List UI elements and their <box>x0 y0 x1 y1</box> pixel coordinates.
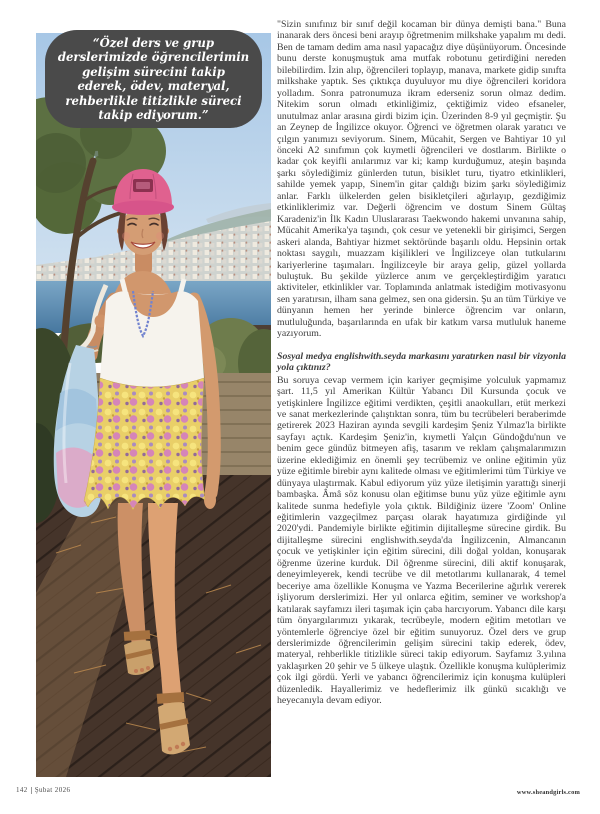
article-paragraph-1: "Sizin sınıfınız bir sınıf değil kocaman bir dünya demişti bana." Buna inanarak ders öncesi beni arayıp öğretmenim milkshake yapalım mı dedi. Ben de tamam dedim ama nasıl yapacağız diye düşünüyorum. Öncesinde bunu derste konuşmuştuk ama mutfak robotunu getirdiğini nereden bilebilirdim. İzin alıp, öğrencileri toplayıp, manava, markete gidip sınıfta milkshake yaptık. Ses çıktıkça duyuluyor mu diye öğrencileri koridora yolladım. Sonra patronumuza ikram ederseniz sorun olmaz dedim. Nitekim sorun olmadı etkinliğimiz, çektiğimiz video efsaneler, unutulmaz anlar arasına girdi bizim için. Üzerinden 8-9 yıl geçmiştir. Şu an Zeynep de İngilizce okuyor. Öğrenci ve öğretmen olarak yaratıcı ve çılgın yanımızı seviyorum. Sinem, Mücahit, Sergen ve Bahtiyar 10 yıl önceki A2 sınıfımın çok kıymetli öğrencileri ve dostlarım. Birlikte o kadar çok keyifli anılarımız var ki; kamp kurduğumuz, ateşin başında şarkı söylediğimiz günlerden tutun, bisiklet turu, tiyatro etkinlikleri, sahilde yemek yapıp, Sinem'in gitar çaldığı bizim şarkı söylediğimiz anlar. Farklı ülkelerden gelen bisikletçileri ağırlayıp, gezdiğimiz etkinliklerimiz var. Değerli öğrencim ve dostum Sinem Gültaş Karadeniz'in İlk Kadın Uluslararası Taekwondo hakemi unvanına sahip, Mücahit Amerika'ya taşındı, çok cesur ve yetenekli bir girişimci, Sergen askeri alanda, Bahtiyar hizmet sektöründe başarılı oldu. Hepsinin ortak noktası saygılı, muazzam kişilikleri ve İngilizceye olan tutkularını kariyerlerine taşımaları. İngilizceyle bir araya gelip, güzel yollarda buluştuk. Bu şekilde yüzlerce anım ve gerçekleştirdiğim yaratıcı aktiviteler, etkinlikler var. Toplamında anlatmak istediğim motivasyonu sen yaratırsın, ilham sana gelmez, sen ona gidersin. Şu an tüm Türkiye ve dünyanın hemen her yerinde binlerce öğrencim var onların, mutluluğunda, başarılarında en ufak bir katkım varsa mutluluk haneme yazıyorum. <box>277 19 566 340</box>
photo-woman-seaside <box>36 33 271 777</box>
footer-issue-date: Şubat 2026 <box>34 786 71 794</box>
footer-folio <box>16 786 70 794</box>
photo-illustration <box>36 33 271 777</box>
footer-divider <box>31 787 32 794</box>
floral-skirt <box>84 378 205 510</box>
article-paragraph-2: Bu soruya cevap vermem için kariyer geçmişime yolculuk yapmamız şart. 11,5 yıl Amerikan Kültür Yabancı Dil Kursunda çocuk ve yetişkinlere İngilizce eğitimi verdikten, çeşitli anaokulları, etüt merkezi ve sanat merkezlerinde çalıştıktan sonra, tüm bu tecrübeleri beraberimde getirerek 2023 Haziran ayında sevgili kardeşim Şeniz Yılmaz'la birlikte sayfayı açtık. Kardeşim Şeniz'in, kıymetli Yalçın Gündoğdu'nun ve benim gece gündüz bitmeyen afiş, tasarım ve reklam çalışmalarımızın üzerine eklediğimiz en önemli şey tecrübemiz ve online eğitimin yüz yüze eğitimle birebir aynı kalitede olması ve eğitimlerimi tüm Türkiye ve dünyaya ulaştırmak. Kabul ediyorum yüz yüze iletişimin yarattığı sinerji bambaşka. Âmâ söz konusu olan eğitimse bunu yüz yüze eğitimle aynı kalitede sunma hedefiyle yola çıktık. Bildiğiniz üzere 'Zoom' Online eğitimlerin vazgeçilmez parçası olarak hayatımıza girdiğinde yıl 2020'ydi. Pandemiyle birlikte eğitimin dijitalleşme sürecine girdik. Bu dijitalleşme sürecini englishwith.seyda'da İngilizcenin, Almancanın çocuk ve yetişkinler için eğitim sürecini, dili doğal yoldan, konuşarak öğrenme üzerine kurduk. Dil öğrenme sürecini, dili aktif konuşarak, deneyimleyerek, kendi tecrübe ve dil metotlarımı kullanarak, 4 temel beceriye ama özellikle Konuşma ve Yazma Becerilerine ağırlık vererek işliyorum derslerimizi. Her yıl onlarca eğitim, seminer ve workshop'a katılarak sayfamızı ileri taşımak için çaba harcıyorum. Yabancı dile karşı tüm önyargılarımızı yıkarak, tecrübeyle, modern eğitim metotları ve yöntemlerle öğrenciye özel bir eğitim sunuyoruz. Özel ders ve grup derslerimizde öğrencilerimin gelişim sürecini takip ederek, ödev, materyal, rehberlikle titizlikle süreci takip ediyorum. Sayfamız 3.yılına yaklaşırken 20 şehir ve 5 ülkeye ulaştık. Özellikle konuşma kulüplerimiz çok ilgi gördü. Yerli ve yabancı öğrencilerimiz için konuşma kulüpleri düzenledik. Hayallerimiz ve hedeflerimiz ilk günkü sıcaklığı ve heyecanıyla devam ediyor. <box>277 374 566 707</box>
footer-website: www.sheandgirls.com <box>516 789 580 796</box>
article-column <box>277 19 566 707</box>
pull-quote-bubble <box>45 30 262 128</box>
pull-quote-text: “Özel ders ve grup derslerimizde öğrencilerimin gelişim sürecini takip ederek, ödev, materyal, rehberlikle titizlikle süreci takip ediyorum.” <box>57 36 250 123</box>
interview-question: Sosyal medya englishwith.seyda markasını yaratırken nasıl bir vizyonla yola çıktınız? <box>277 350 566 374</box>
head <box>112 169 174 255</box>
hand-left <box>204 491 216 509</box>
sandal-left <box>124 630 154 675</box>
footer-page-number: 142 <box>16 786 28 794</box>
